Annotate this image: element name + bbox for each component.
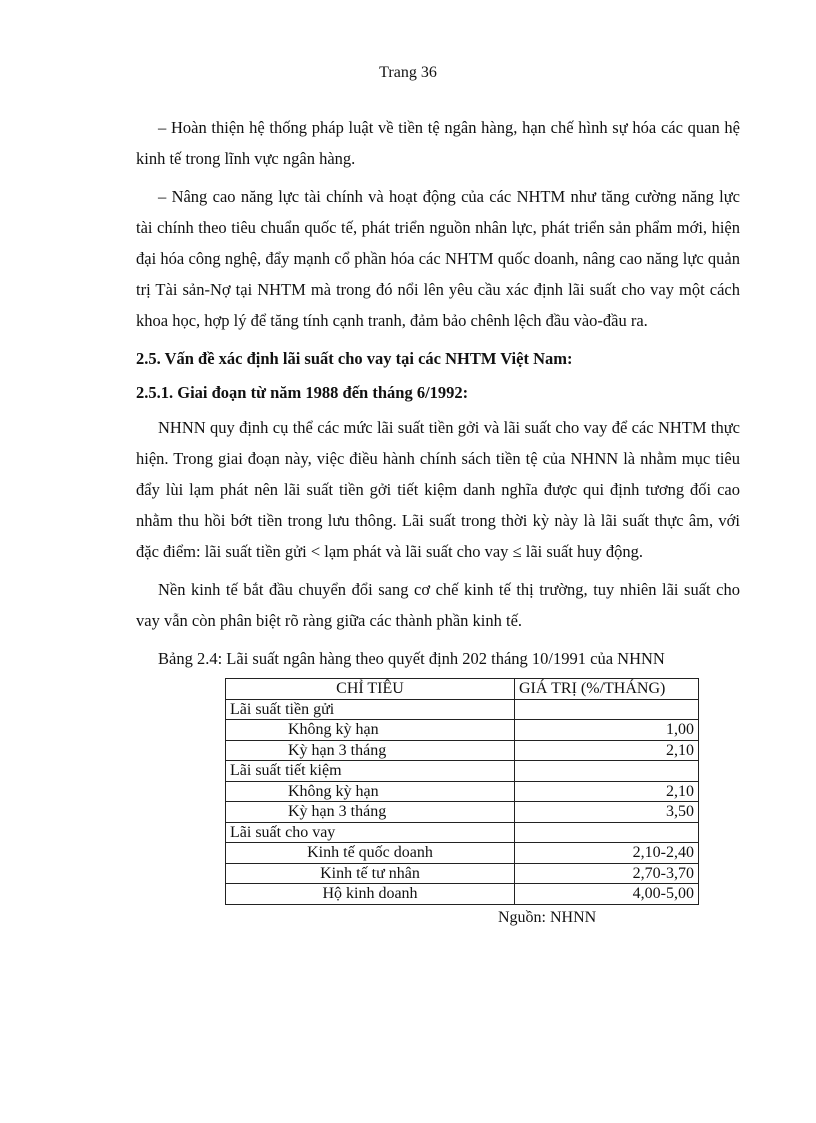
table-row (226, 761, 699, 782)
row-value: 1,00 (515, 720, 699, 741)
paragraph-market-transition: Nền kinh tế bắt đầu chuyển đổi sang cơ chế kinh tế thị trường, tuy nhiên lãi suất cho vay vẫn còn phân biệt rõ ràng giữa các thành phần kinh tế. (136, 580, 740, 630)
table-row (226, 699, 699, 720)
table-row (226, 720, 699, 741)
row-value (515, 699, 699, 720)
row-value (515, 822, 699, 843)
document-body (136, 112, 740, 927)
row-label: Lãi suất cho vay (226, 822, 515, 843)
row-value: 2,10 (515, 740, 699, 761)
row-value: 3,50 (515, 802, 699, 823)
row-label: Không kỳ hạn (226, 781, 515, 802)
section-heading: 2.5. Vấn đề xác định lãi suất cho vay tại các NHTM Việt Nam: (136, 349, 573, 368)
table-row (226, 884, 699, 905)
interest-rate-table (225, 678, 699, 905)
table-source: Nguồn: NHNN (498, 908, 597, 926)
row-value: 4,00-5,00 (515, 884, 699, 905)
paragraph-legal-reform: – Hoàn thiện hệ thống pháp luật về tiền tệ ngân hàng, hạn chế hình sự hóa các quan hệ kinh tế trong lĩnh vực ngân hàng. (136, 118, 740, 168)
paragraph-nhnn-regulation: NHNN quy định cụ thể các mức lãi suất tiền gởi và lãi suất cho vay để các NHTM thực hiện. Trong giai đoạn này, việc điều hành chính sách tiền tệ của NHNN là nhằm mục tiêu đẩy lùi lạm phát nên lãi suất tiền gởi tiết kiệm danh nghĩa được qui định tương đối cao nhằm thu hồi bớt tiền trong lưu thông. Lãi suất trong thời kỳ này là lãi suất thực âm, với đặc điểm: lãi suất tiền gửi < lạm phát và lãi suất cho vay ≤ lãi suất huy động. (136, 418, 740, 561)
row-label: Lãi suất tiền gửi (226, 699, 515, 720)
table-row (226, 802, 699, 823)
row-label: Kinh tế tư nhân (226, 863, 515, 884)
table-header-row (226, 679, 699, 700)
row-value: 2,10-2,40 (515, 843, 699, 864)
table-row (226, 740, 699, 761)
table-caption: Bảng 2.4: Lãi suất ngân hàng theo quyết định 202 tháng 10/1991 của NHNN (158, 649, 665, 668)
row-value (515, 761, 699, 782)
table-row (226, 822, 699, 843)
row-label: Không kỳ hạn (226, 720, 515, 741)
row-label: Kỳ hạn 3 tháng (226, 740, 515, 761)
paragraph-capacity: – Nâng cao năng lực tài chính và hoạt động của các NHTM như tăng cường năng lực tài chính theo tiêu chuẩn quốc tế, phát triển nguồn nhân lực, phát triển sản phẩm mới, hiện đại hóa công nghệ, đẩy mạnh cổ phần hóa các NHTM quốc doanh, nâng cao năng lực quản trị Tài sản-Nợ tại NHTM mà trong đó nổi lên yêu cầu xác định lãi suất cho vay một cách khoa học, hợp lý để tăng tính cạnh tranh, đảm bảo chênh lệch đầu vào-đầu ra. (136, 187, 740, 330)
header-indicator: CHỈ TIÊU (226, 679, 515, 700)
page-number: Trang 36 (379, 64, 437, 81)
row-label: Kinh tế quốc doanh (226, 843, 515, 864)
row-label: Kỳ hạn 3 tháng (226, 802, 515, 823)
row-value: 2,10 (515, 781, 699, 802)
row-label: Hộ kinh doanh (226, 884, 515, 905)
table-row (226, 843, 699, 864)
row-label: Lãi suất tiết kiệm (226, 761, 515, 782)
table-row (226, 781, 699, 802)
header-value: GIÁ TRỊ (%/THÁNG) (515, 679, 699, 700)
row-value: 2,70-3,70 (515, 863, 699, 884)
subsection-heading: 2.5.1. Giai đoạn từ năm 1988 đến tháng 6/1992: (136, 383, 469, 402)
table-row (226, 863, 699, 884)
